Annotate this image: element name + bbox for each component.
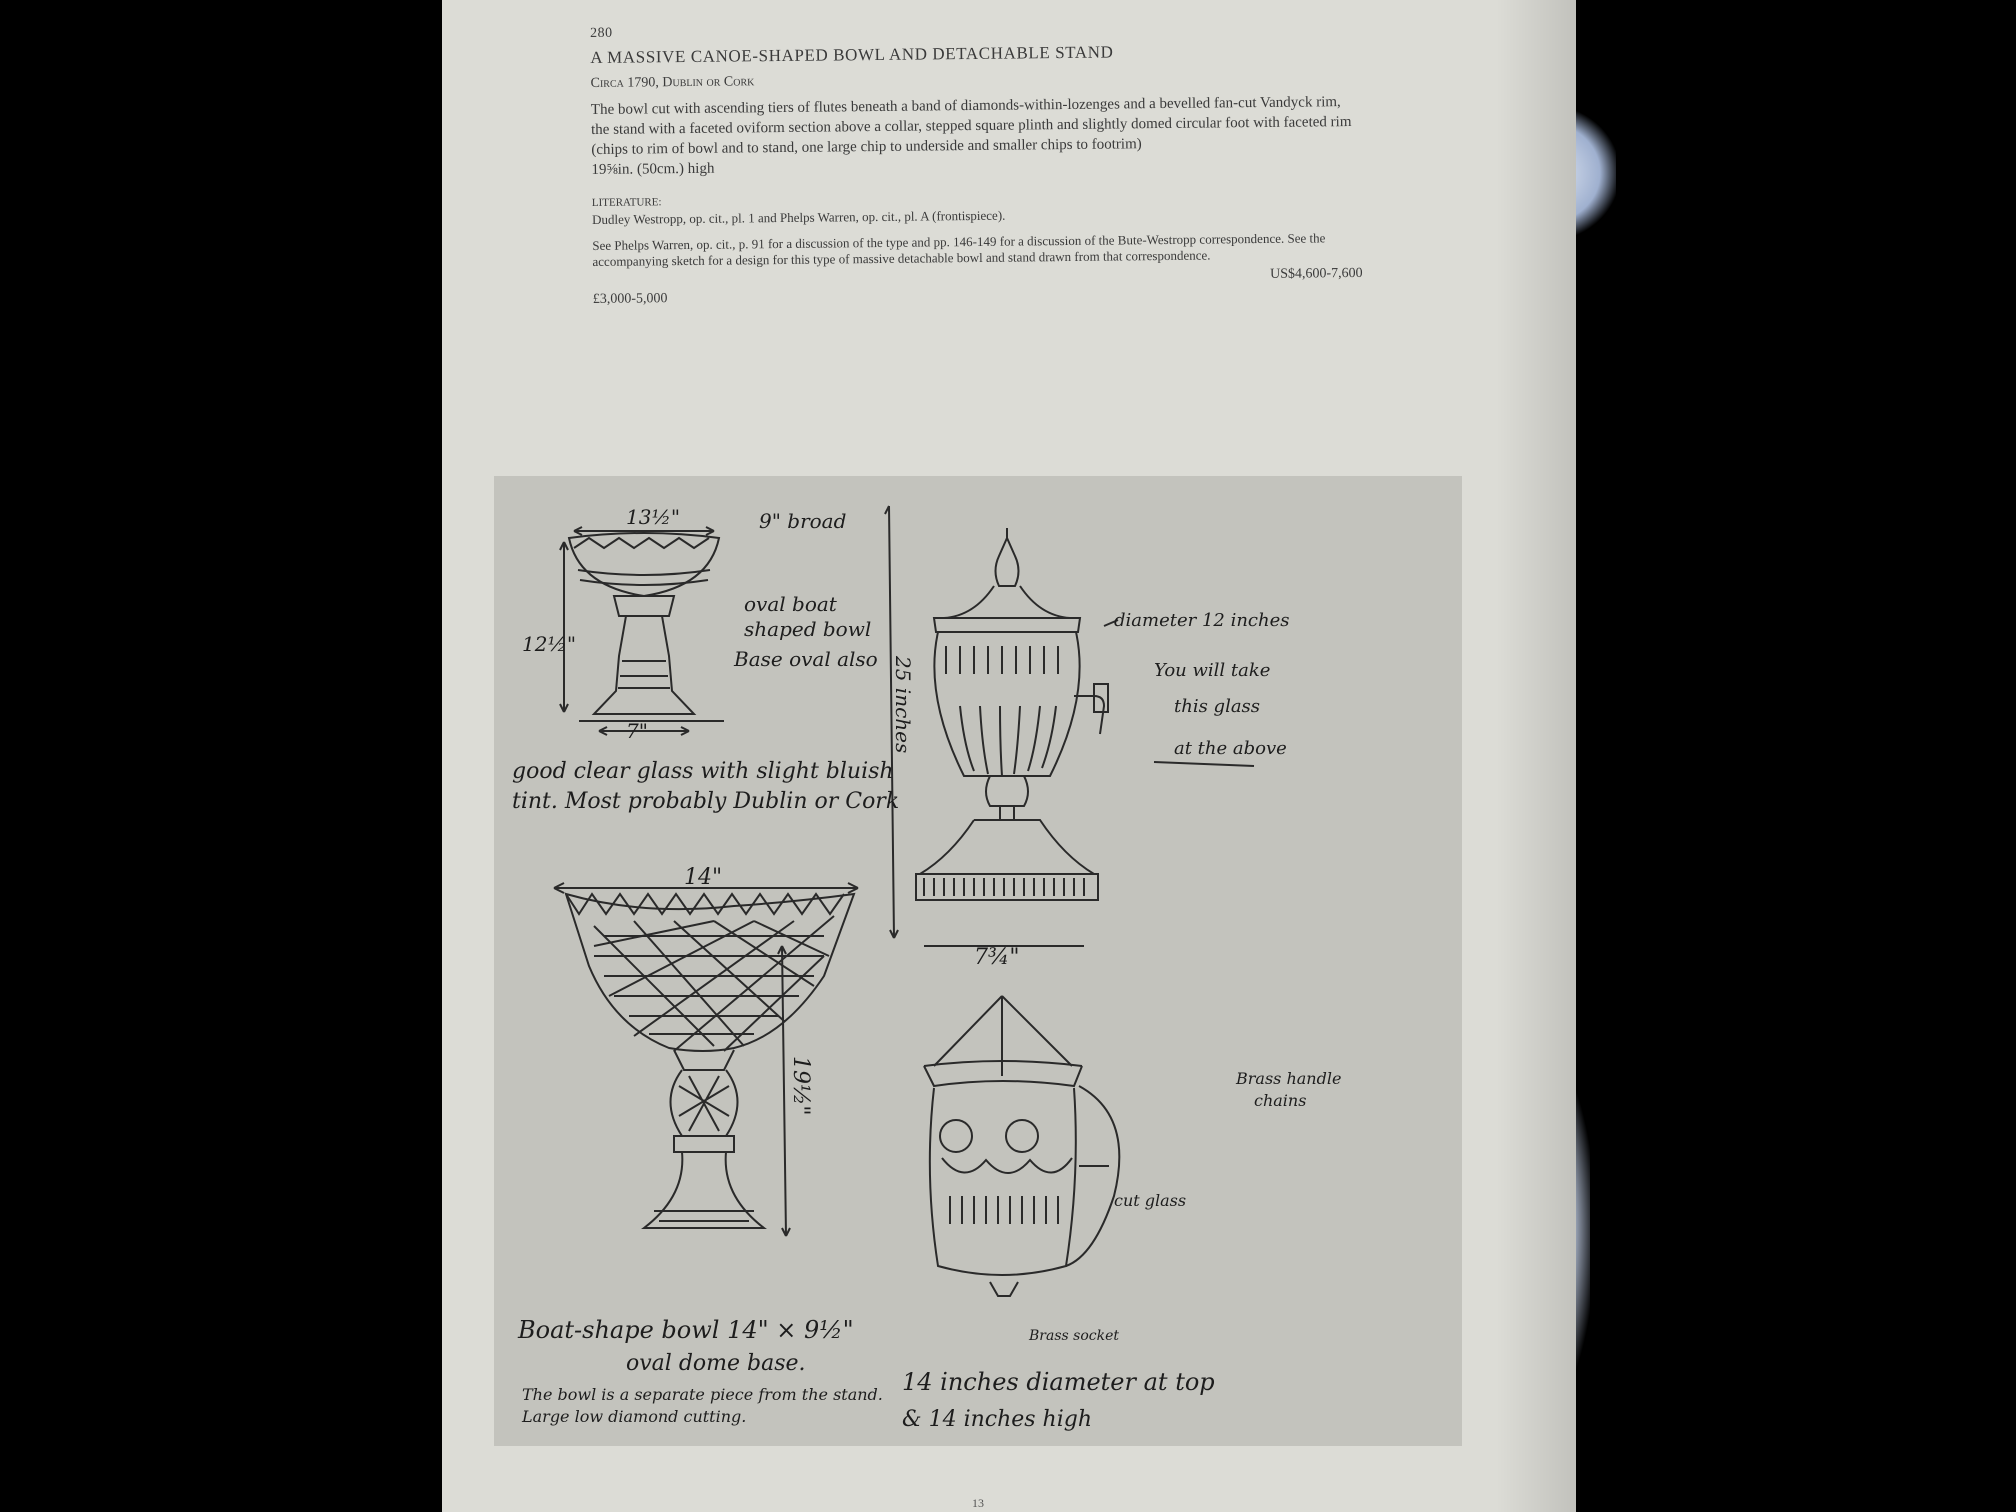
literature-text: Dudley Westropp, op. cit., pl. 1 and Phelps Warren, op. cit., pl. A (frontispiece).	[591, 207, 1006, 227]
label-brass-socket: Brass socket	[1029, 1328, 1119, 1344]
lot-title: A MASSIVE CANOE-SHAPED BOWL AND DETACHABLE STAND	[590, 42, 1114, 67]
note-line-3: Base oval also	[734, 647, 878, 671]
estimates	[593, 266, 1363, 308]
large-caption-1: Boat-shape bowl 14" × 9½"	[518, 1316, 854, 1344]
literature-note: See Phelps Warren, op. cit., p. 91 for a discussion of the type and pp. 146-149 for a discussion of the Bute-Westropp correspondence. See the accompanying sketch for a design for this type of massive detachable bowl and stand drawn from that correspondence.	[592, 230, 1326, 269]
label-large-height: 19½"	[788, 1056, 813, 1116]
label-base: 7"	[626, 719, 648, 743]
large-caption-2: oval dome base.	[626, 1351, 806, 1376]
estimate-gbp: £3,000-5,000	[592, 291, 668, 307]
catalogue-page	[442, 0, 1576, 1512]
label-chains: chains	[1254, 1091, 1307, 1110]
urn-note-1: You will take	[1154, 660, 1271, 681]
caption-line-2: tint. Most probably Dublin or Cork	[512, 789, 900, 814]
label-breadth: 9" broad	[759, 509, 847, 533]
literature-heading: LITERATURE:	[591, 196, 662, 209]
page-shadow	[1496, 0, 1576, 1512]
lamp-caption-1: 14 inches diameter at top	[902, 1368, 1215, 1396]
label-cut-glass: cut glass	[1114, 1191, 1187, 1210]
urn-note-3: at the above	[1174, 738, 1287, 759]
large-caption-4: Large low diamond cutting.	[522, 1407, 747, 1426]
label-urn-base: 7¾"	[974, 945, 1020, 970]
lot-entry	[590, 18, 1363, 308]
estimate-usd: US$4,600-7,600	[1269, 265, 1363, 282]
lot-number: 280	[590, 25, 613, 41]
note-line-2: shaped bowl	[744, 617, 872, 641]
label-large-width: 14"	[684, 865, 723, 890]
label-urn-height: 25 inches	[891, 656, 915, 754]
sketch-urn	[885, 506, 1254, 946]
lamp-caption-2: & 14 inches high	[902, 1407, 1093, 1432]
lot-height: 19⅝in. (50cm.) high	[591, 160, 715, 178]
lot-description: The bowl cut with ascending tiers of flutes beneath a band of diamonds-within-lozenges and a bevelled fan-cut Vandyck rim, the stand with a faceted oviform section above a collar, stepped square plinth and slightly domed circular foot with faceted rim (chips to rim of bowl and to stand, one large chip to underside and smaller chips to footrim)	[590, 94, 1352, 158]
lot-date-origin: Circa 1790, Dublin or Cork	[590, 74, 755, 91]
page-number: 13	[972, 1496, 984, 1510]
sketch-hanging-lamp	[924, 996, 1119, 1296]
large-caption-3: The bowl is a separate piece from the stand.	[522, 1385, 883, 1404]
label-brass-handle: Brass handle	[1236, 1069, 1342, 1088]
sketch-drawing	[494, 476, 1462, 1446]
sketch-bowl-stand-small	[560, 527, 724, 735]
note-line-1: oval boat	[744, 592, 837, 616]
label-width: 13½"	[626, 505, 681, 529]
label-height: 12½"	[522, 632, 577, 656]
urn-note-2: this glass	[1174, 696, 1261, 717]
caption-line-1: good clear glass with slight bluish	[512, 759, 894, 784]
sketch-plate	[494, 476, 1462, 1446]
label-urn-diameter: diameter 12 inches	[1114, 610, 1290, 631]
